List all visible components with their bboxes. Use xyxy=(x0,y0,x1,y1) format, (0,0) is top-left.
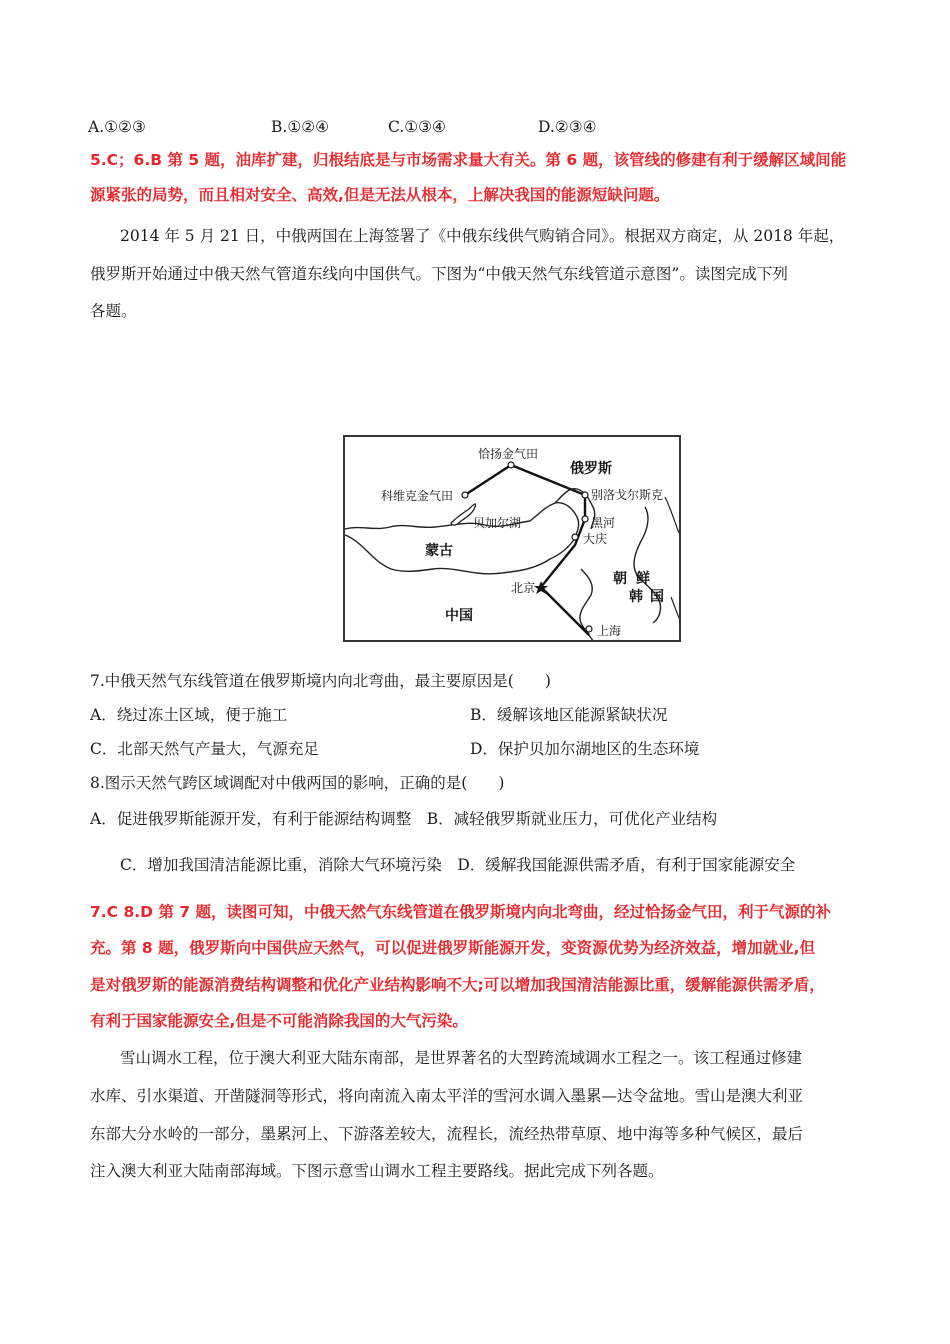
intro-snowy-line1: 雪山调水工程，位于澳大利亚大陆东南部，是世界著名的大型跨流域调水工程之一。该工程通过修建 xyxy=(120,1049,803,1067)
label-korea-n2: 鲜 xyxy=(636,571,650,587)
q8-options-cd: C．增加我国清洁能源比重，消除大气环境污染 D．缓解我国能源供需矛盾，有利于国家能源安全 xyxy=(120,856,796,874)
pipeline-map-svg xyxy=(345,437,681,642)
answer-78-line1: 7.C 8.D 第 7 题，读图可知，中俄天然气东线管道在俄罗斯境内向北弯曲，经过恰扬金气田，利于气源的补 xyxy=(90,903,831,921)
label-china: 中国 xyxy=(445,608,473,624)
answer-78-line3: 是对俄罗斯的能源消费结构调整和优化产业结构影响不大;可以增加我国清洁能源比重，缓解能源供需矛盾， xyxy=(90,976,825,994)
pipeline-map xyxy=(343,435,681,642)
label-korea-s2: 国 xyxy=(650,589,664,605)
node-heihe xyxy=(582,516,588,522)
intro-pipeline-line2: 俄罗斯开始通过中俄天然气管道东线向中国供气。下图为“中俄天然气东线管道示意图”。读图完成下列 xyxy=(90,265,788,283)
q56-option-c: C.①③④ xyxy=(388,118,446,136)
node-blagoveshchensk xyxy=(582,492,588,498)
q8-options-ab: A．促进俄罗斯能源开发，有利于能源结构调整 B．减轻俄罗斯就业压力，可优化产业结构 xyxy=(90,810,718,828)
russia-china-border xyxy=(555,489,595,529)
answer-56-line2: 源紧张的局势，而且相对安全、高效,但是无法从根本，上解决我国的能源短缺问题。 xyxy=(90,186,670,204)
answer-56-line1: 5.C；6.B 第 5 题，油库扩建，归根结底是与市场需求量大有关。第 6 题，该管线的修建有利于缓解区域间能 xyxy=(90,151,847,169)
baikal-lake xyxy=(451,504,476,525)
label-korea-s1: 韩 xyxy=(629,589,643,605)
label-russia: 俄罗斯 xyxy=(570,461,612,477)
label-baikal: 贝加尔湖 xyxy=(473,516,522,530)
intro-snowy-line3: 东部大分水岭的一部分，墨累河上、下游落差较大，流程长，流经热带草原、地中海等多种气候区，最后 xyxy=(90,1125,804,1143)
korea-coast xyxy=(634,507,660,623)
intro-pipeline-line1: 2014 年 5 月 21 日，中俄两国在上海签署了《中俄东线供气购销合同》。根据双方商定，从 2018 年起， xyxy=(120,227,845,245)
answer-78-line4: 有利于国家能源安全,但是不可能消除我国的大气污染。 xyxy=(90,1012,468,1030)
intro-snowy-line2: 水库、引水渠道、开凿隧洞等形式，将向南流入南太平洋的雪河水调入墨累—达令盆地。雪山是澳大利亚 xyxy=(90,1087,804,1105)
node-chayanda xyxy=(508,462,514,468)
q7-stem: 7.中俄天然气东线管道在俄罗斯境内向北弯曲，最主要原因是( ) xyxy=(90,672,551,690)
label-beijing: 北京 xyxy=(511,581,536,595)
q56-option-a: A.①②③ xyxy=(88,118,146,136)
pipeline-route xyxy=(465,465,589,635)
intro-pipeline-line3: 各题。 xyxy=(90,302,137,320)
q7-option-c: C．北部天然气产量大，气源充足 xyxy=(90,740,319,758)
q7-option-b: B．缓解该地区能源紧缺状况 xyxy=(470,706,668,724)
node-daqing xyxy=(572,534,578,540)
label-heihe: 黑河 xyxy=(591,516,616,530)
label-blagoveshchensk: 别洛戈尔斯克 xyxy=(591,488,664,502)
q56-option-d: D.②③④ xyxy=(538,118,597,136)
label-kovykta: 科维克金气田 xyxy=(381,489,454,503)
japan-coast xyxy=(671,597,681,627)
q7-option-a: A．绕过冻土区域，便于施工 xyxy=(90,706,288,724)
node-kovykta xyxy=(462,492,468,498)
label-chayanda: 恰扬金气田 xyxy=(478,447,539,461)
q8-stem: 8.图示天然气跨区域调配对中俄两国的影响，正确的是( ) xyxy=(90,774,505,792)
label-shanghai: 上海 xyxy=(597,624,622,638)
russia-far-east-coast xyxy=(665,497,679,533)
q7-option-d: D．保护贝加尔湖地区的生态环境 xyxy=(470,740,700,758)
intro-snowy-line4: 注入澳大利亚大陆南部海域。下图示意雪山调水工程主要路线。据此完成下列各题。 xyxy=(90,1162,664,1180)
label-korea-n1: 朝 xyxy=(613,571,627,587)
q56-option-b: B.①②④ xyxy=(271,118,330,136)
answer-78-line2: 充。第 8 题，俄罗斯向中国供应天然气，可以促进俄罗斯能源开发，变资源优势为经济效益，增加就业,但 xyxy=(90,939,815,957)
label-mongolia: 蒙古 xyxy=(425,543,453,559)
node-shanghai xyxy=(586,626,592,632)
label-daqing: 大庆 xyxy=(583,532,608,546)
